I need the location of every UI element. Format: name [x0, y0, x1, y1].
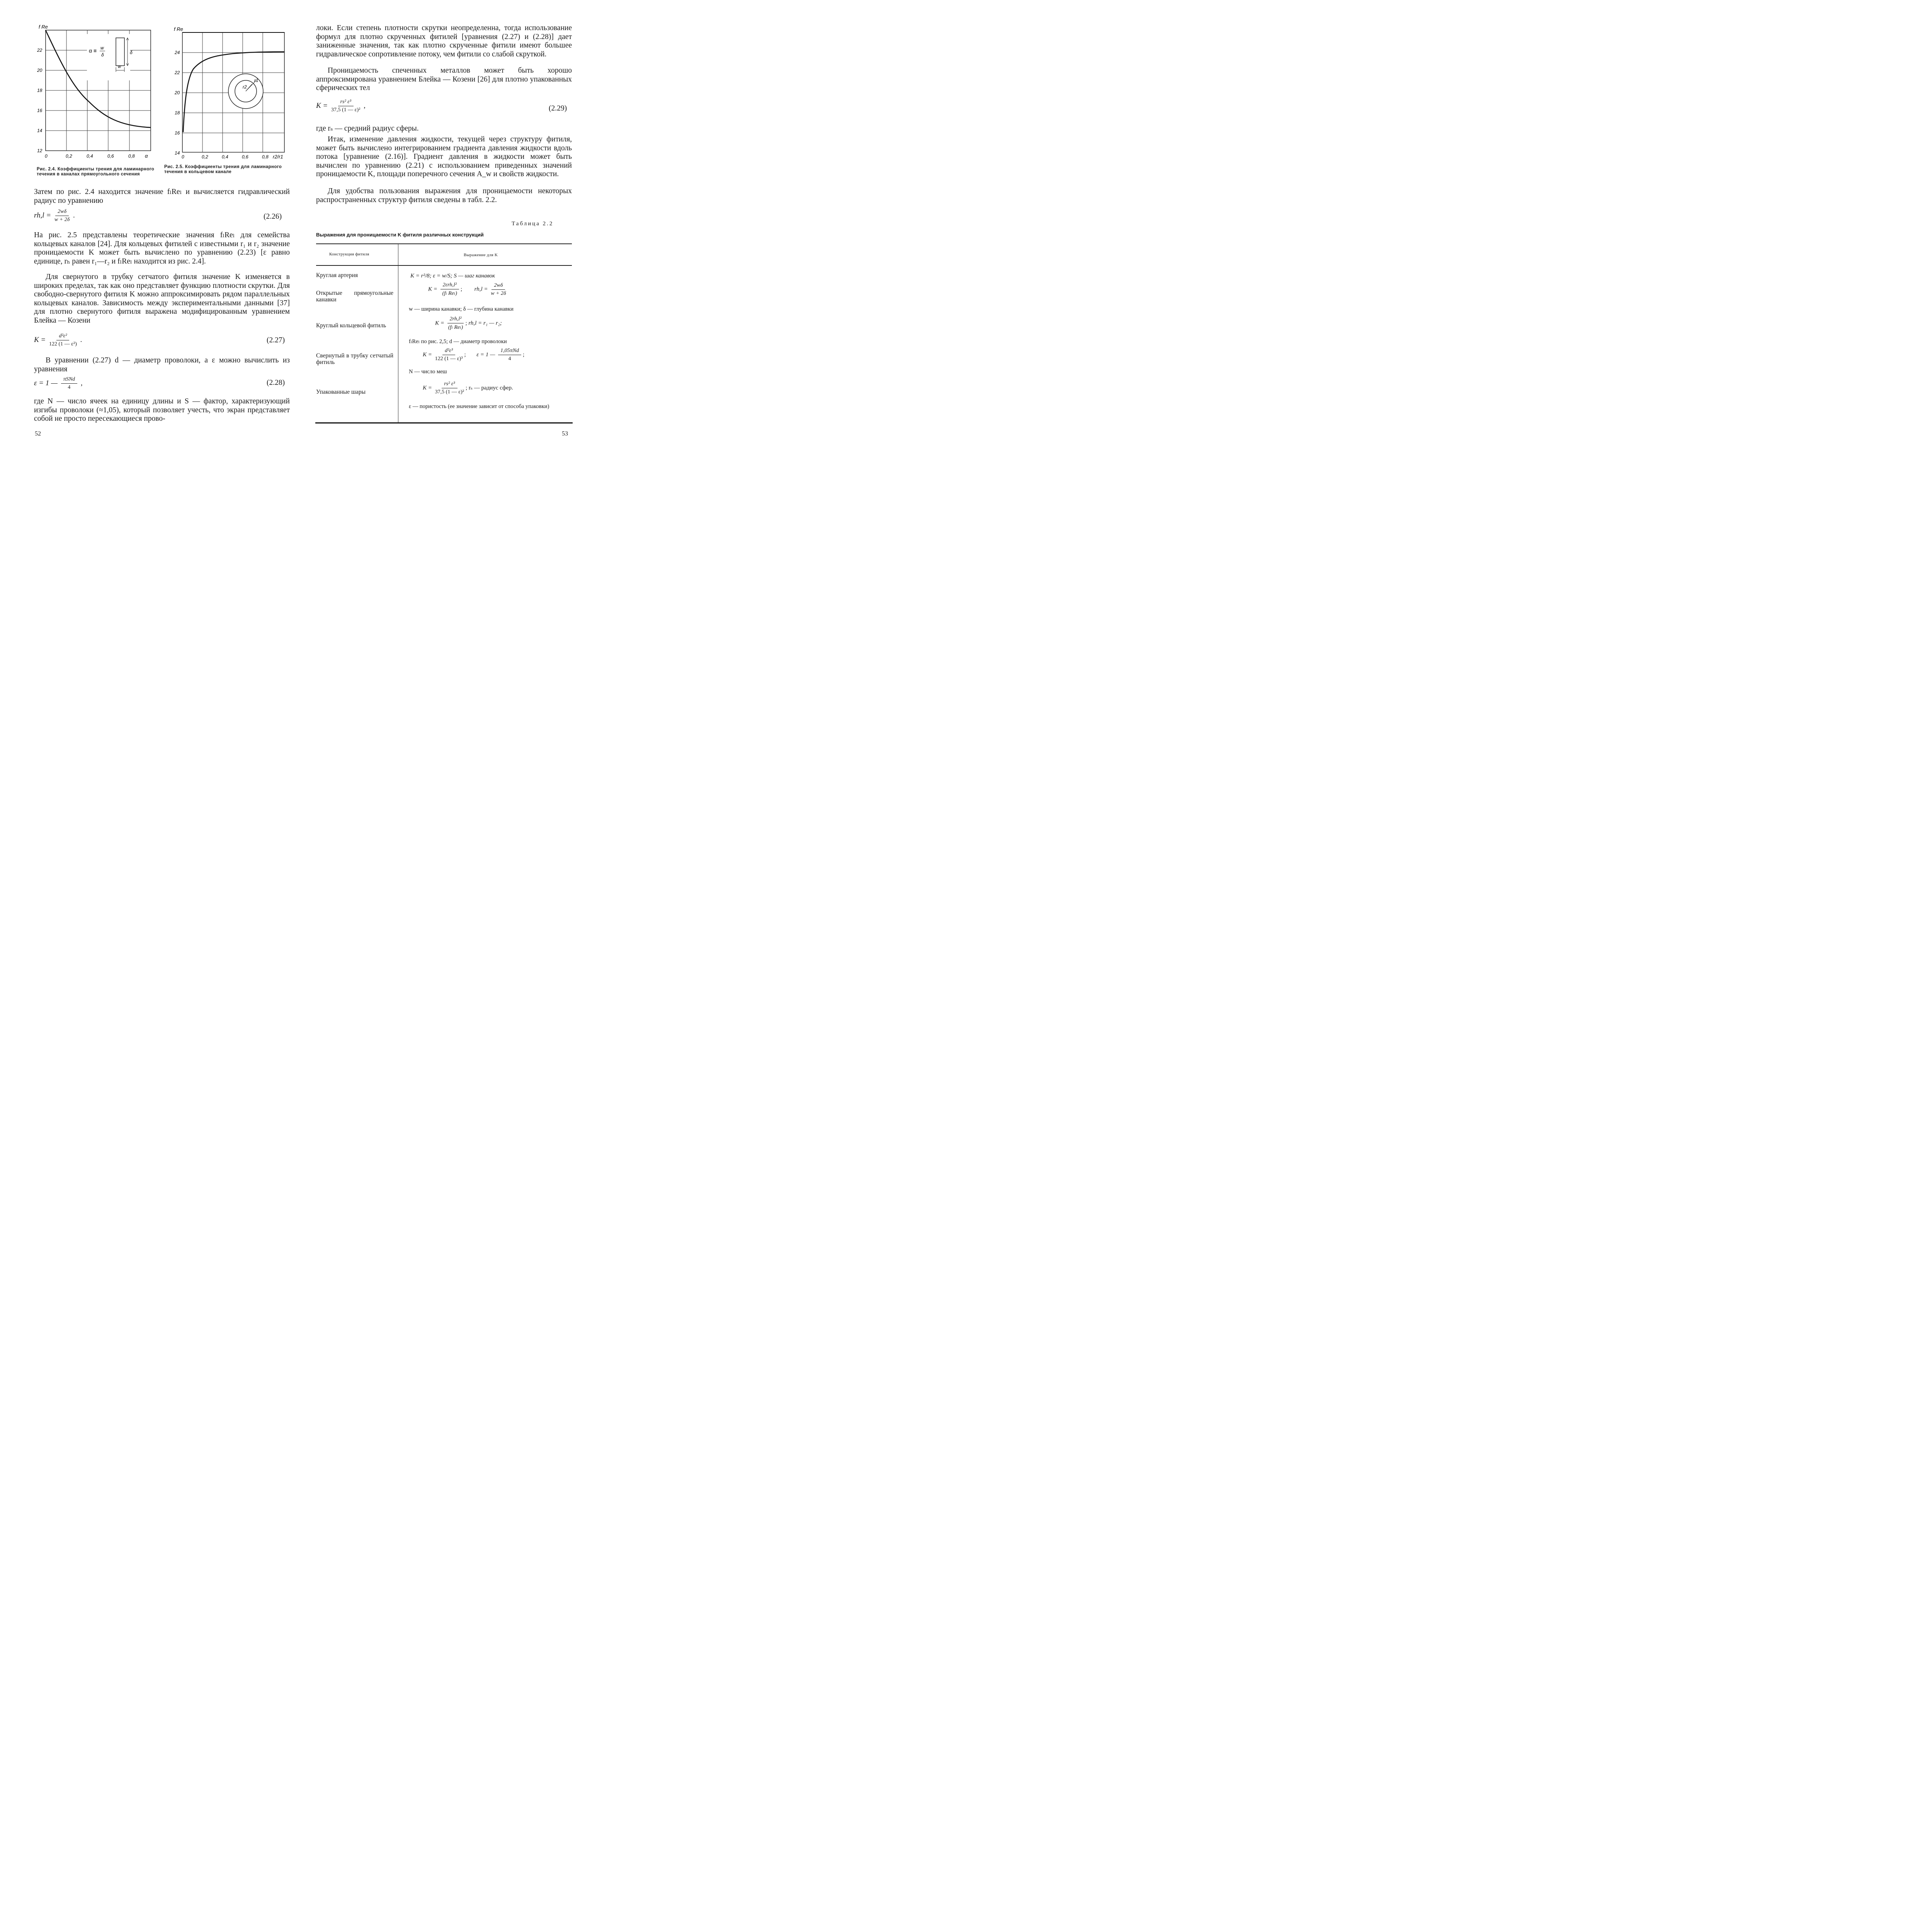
fig24-x-tick-2: 0,4 [87, 153, 93, 159]
table-row-2-expr: K = $\frac{\text{2εrh,l²}}{\text{(fₗ Reₗ)}}$ ; rh,l = $\frac{2w\delta}{w + 2\delta}$ [428, 282, 506, 296]
page-number-left: 52 [35, 430, 41, 437]
figure-2-5 [170, 25, 290, 162]
fig25-y-tick-4: 16 [175, 130, 180, 136]
table-col2-header: Выражение для K [464, 253, 498, 257]
fig24-x-tick-4: 0,8 [128, 153, 135, 159]
equation-2-27: K = $\frac{\text{d²ε²}}{\text{122 (1 — ε²)}}$ . [34, 333, 82, 347]
fig25-ylabel: f Re [174, 26, 183, 32]
paragraph-1: Затем по рис. 2.4 находится значение fₗReₗ и вычисляется гидравлический радиус по уравнению [34, 188, 290, 205]
fig24-x-tick-0: 0 [45, 153, 48, 159]
svg-text:r1: r1 [254, 78, 259, 83]
paragraph-r1: локи. Если степень плотности скрутки неопределенна, тогда использование формул для плотно скрученных фитилей [уравнения (2.27) и (2.28)] дает заниженные значения, так как плотно скрученные фитили имеют большее гидравлическое сопротивление потоку, чем фитили со слабой скруткой. [316, 24, 572, 58]
paragraph-r4: Итак, изменение давления жидкости, текущей через структуру фитиля, может быть вычислено интегрированием градиента давления жидкости вдоль потока [уравнение (2.16)]. Градиент давления в жидкости может быть вычислен по уравнению (2.21) с использованием приведенных значений проницаемости K, площади поперечного сечения A_w и свойств жидкости. [316, 135, 572, 179]
fig25-x-tick-2: 0,4 [222, 154, 228, 160]
fig24-x-tick-3: 0,6 [107, 153, 114, 159]
paragraph-r5: Для удобства пользования выражения для проницаемости некоторых распространенных структур фитиля сведены в табл. 2.2. [316, 187, 572, 204]
table-top-rule [316, 243, 572, 244]
svg-text:w: w [118, 65, 121, 69]
figure-2-5-caption: Рис. 2.5. Коэффициенты трения для ламинарного течения в кольцевом канале [164, 165, 282, 174]
table-col1-header: Конструкция фитиля [329, 252, 369, 257]
fig25-y-tick-0: 24 [175, 50, 180, 55]
fig24-ylabel: f Re [39, 24, 48, 30]
fig25-x-tick-1: 0,2 [202, 154, 208, 160]
fig24-xlabel: α [145, 153, 148, 159]
fig25-x-tick-3: 0,6 [242, 154, 248, 160]
fig24-y-tick-5: 12 [37, 148, 43, 153]
table-header-rule [316, 265, 572, 266]
table-row-3-name: Круглый кольцевой фитиль [316, 322, 386, 329]
eq-number-2-26: (2.26) [264, 213, 282, 221]
inset-w-label: w [100, 45, 104, 51]
svg-text:α ≡: α ≡ [89, 48, 97, 54]
eq-number-2-29: (2.29) [549, 104, 567, 112]
fig24-x-tick-1: 0,2 [66, 153, 72, 159]
fig25-x-tick-4: 0,8 [262, 154, 269, 160]
paragraph-r2: Проницаемость спеченных металлов может быть хорошо аппроксимирована уравнением Блейка — Козени [26] для плотно упакованных сферических тел [316, 66, 572, 92]
table-title: Выражения для проницаемости K фитиля различных конструкций [316, 232, 484, 238]
fig24-y-tick-2: 18 [37, 88, 43, 93]
table-bottom-rule [315, 422, 573, 423]
table-row-5-name: Упакованные шары [316, 389, 366, 395]
paragraph-2: На рис. 2.5 представлены теоретические значения fₗReₗ для семейства кольцевых каналов [24]. Для кольцевых фитилей с известными r₁ и r₂ значение проницаемости K может быть вычислено по уравнению (2.23) [ε равно единице, rₕ равен r₁—r₂ и fₗReₗ находится из рис. 2.4]. [34, 231, 290, 265]
book-spread [0, 0, 603, 464]
svg-text:δ: δ [130, 50, 133, 55]
fig25-x-tick-0: 0 [182, 154, 184, 160]
table-row-4-expr: K = $\frac{\text{d²ε³}}{\text{122 (1 — ε)³}}$ ; ε = 1 — $\frac{\text{1,05πNd}}{4}$ ; [423, 348, 525, 362]
figure-2-4-caption: Рис. 2.4. Коэффициенты трения для ламинарного течения в каналах прямоугольного сечения [37, 167, 155, 177]
table-row-1-name: Круглая артерия [316, 272, 358, 279]
table-row-2-name: Открытые прямоугольные канавки [316, 290, 393, 303]
paragraph-r3: где rₛ — средний радиус сферы. [316, 124, 419, 133]
fig25-y-tick-5: 14 [175, 150, 180, 156]
equation-2-29: K = $\frac{\text{rs² ε³}}{\text{37,5 (1 — ε)²}}$ , [316, 99, 366, 113]
eq-number-2-27: (2.27) [267, 336, 285, 344]
figure-2-4 [31, 22, 158, 162]
paragraph-5: где N — число ячеек на единицу длины и S — фактор, характеризующий изгибы проволоки (≈1,05), который позволяет учесть, что экран представляет собой не просто пересекающиеся прово- [34, 397, 290, 423]
equation-2-26: rh,l = $\frac{2w\delta}{w + 2\delta}$ . [34, 209, 75, 223]
left-page [0, 0, 301, 464]
svg-text:r2: r2 [243, 84, 247, 90]
table-row-2-note: w — ширина канавки; δ — глубина канавки [409, 306, 514, 312]
fig25-y-tick-1: 22 [175, 70, 180, 75]
table-row-5-note: ε — пористость (ее значение зависит от способа упаковки) [409, 403, 549, 410]
table-row-3-note: fₗReₗ по рис. 2,5; d — диаметр проволоки [409, 338, 507, 345]
table-row-5-expr: K = $\frac{\text{rs² ε³}}{\text{37,5 (1 — ε)²}}$ ; rₛ — радиус сфер. [423, 381, 513, 395]
page-number-right: 53 [562, 430, 568, 437]
fig24-y-tick-0: 22 [37, 48, 43, 53]
table-row-4-note: N — число меш [409, 369, 447, 375]
fig25-y-tick-3: 18 [175, 110, 180, 116]
paragraph-3: Для свернутого в трубку сетчатого фитиля значение K изменяется в широких пределах, так как оно представляет функцию плотности скрутки. Для свободно-свернутого фитиля K можно аппроксимировать рядом параллельных кольцевых каналов. Зависимость между экспериментальными данными [37] для плотно свернутого фитиля выражена модифицированным уравнением Блейка — Козени [34, 273, 290, 325]
table-row-4-name: Свернутый в трубку сетчатый фитиль [316, 352, 393, 366]
table-row-1-expr: K = r²/8; ε = w/S; S — шаг канавок [410, 273, 495, 279]
fig24-y-tick-3: 16 [37, 108, 43, 113]
svg-text:δ: δ [101, 52, 104, 58]
fig25-xlabel: r2/r1 [273, 154, 283, 160]
paragraph-4: В уравнении (2.27) d — диаметр проволоки, а ε можно вычислить из уравнения [34, 356, 290, 373]
fig24-y-tick-4: 14 [37, 128, 43, 133]
table-label: Таблица 2.2 [512, 221, 554, 227]
fig24-y-tick-1: 20 [37, 68, 43, 73]
table-row-3-expr: K = $\frac{\text{2rh,l²}}{\text{(fₗ Reₗ)}}$ ; rh,l = r₁ — r₂; [435, 316, 502, 330]
eq-number-2-28: (2.28) [267, 379, 285, 387]
fig25-y-tick-2: 20 [175, 90, 180, 95]
right-page [301, 0, 603, 464]
equation-2-28: ε = 1 — $\frac{\text{πSNd}}{4}$ , [34, 376, 83, 390]
